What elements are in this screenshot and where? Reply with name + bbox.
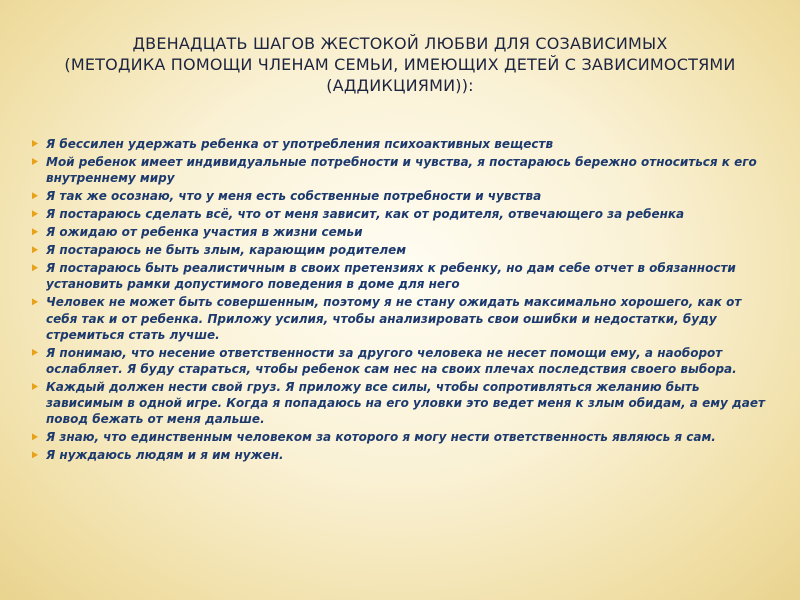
- bullet-arrow-icon: [32, 298, 38, 305]
- bullet-arrow-icon: [32, 349, 38, 356]
- title-line-3: (АДДИКЦИЯМИ)):: [326, 76, 474, 95]
- bullet-text: Я так же осознаю, что у меня есть собственные потребности и чувства: [46, 189, 542, 204]
- slide-title: [30, 33, 770, 96]
- bullet-arrow-icon: [32, 383, 38, 390]
- bullet-text: Каждый должен нести свой груз. Я приложу все силы, чтобы сопротивляться желанию быть зависимым в одной игре. Когда я попадаюсь на его уловки это ведет меня к злым обидам, а ему дает повод бежать от меня дальше.: [46, 380, 765, 427]
- bullet-arrow-icon: [32, 451, 38, 458]
- bullet-arrow-icon: [32, 140, 38, 147]
- bullet-item: [32, 260, 772, 292]
- bullet-arrow-icon: [32, 192, 38, 199]
- bullet-item: [32, 206, 772, 222]
- bullet-item: [32, 447, 772, 463]
- bullet-arrow-icon: [32, 228, 38, 235]
- bullet-item: [32, 379, 772, 428]
- bullet-text: Я ожидаю от ребенка участия в жизни семьи: [46, 225, 363, 240]
- bullet-arrow-icon: [32, 264, 38, 271]
- bullet-item: [32, 345, 772, 377]
- bullet-text: Я постараюсь быть реалистичным в своих претензиях к ребенку, но дам себе отчет в обязанности установить рамки допустимого поведения в доме для него: [46, 261, 736, 292]
- bullet-text: Я постараюсь не быть злым, карающим родителем: [46, 243, 407, 258]
- bullet-item: [32, 188, 772, 204]
- bullet-item: [32, 224, 772, 240]
- bullet-text: Я постараюсь сделать всё, что от меня зависит, как от родителя, отвечающего за ребенка: [46, 207, 685, 222]
- bullet-item: [32, 242, 772, 258]
- bullet-text: Я нуждаюсь людям и я им нужен.: [46, 448, 284, 463]
- bullet-item: [32, 136, 772, 152]
- bullet-item: [32, 294, 772, 343]
- bullet-text: Я понимаю, что несение ответственности за другого человека не несет помощи ему, а наоборот ослабляет. Я буду стараться, чтобы ребенок сам нес на своих плечах последствия своего выбора.: [46, 345, 737, 377]
- bullet-text: Я бессилен удержать ребенка от употребления психоактивных веществ: [46, 137, 554, 151]
- bullet-item: [32, 429, 772, 445]
- bullet-arrow-icon: [32, 210, 38, 217]
- bullet-text: Мой ребенок имеет индивидуальные потребности и чувства, я постараюсь бережно относиться к его внутреннему миру: [46, 155, 757, 186]
- title-line-2: (МЕТОДИКА ПОМОЩИ ЧЛЕНАМ СЕМЬИ, ИМЕЮЩИХ ДЕТЕЙ С ЗАВИСИМОСТЯМИ: [64, 55, 736, 74]
- title-line-1: ДВЕНАДЦАТЬ ШАГОВ ЖЕСТОКОЙ ЛЮБВИ ДЛЯ СОЗАВИСИМЫХ: [132, 34, 668, 53]
- bullet-text: Человек не может быть совершенным, поэтому я не стану ожидать максимально хорошего, как от себя так и от ребенка. Приложу усилия, чтобы анализировать свои ошибки и недостатки, буду стремиться стать лучше.: [46, 295, 742, 342]
- bullet-text: Я знаю, что единственным человеком за которого я могу нести ответственность являюсь я сам.: [46, 430, 716, 445]
- bullet-arrow-icon: [32, 246, 38, 253]
- bullet-item: [32, 154, 772, 186]
- bullet-arrow-icon: [32, 433, 38, 440]
- bullet-list: [32, 136, 772, 465]
- bullet-arrow-icon: [32, 158, 38, 165]
